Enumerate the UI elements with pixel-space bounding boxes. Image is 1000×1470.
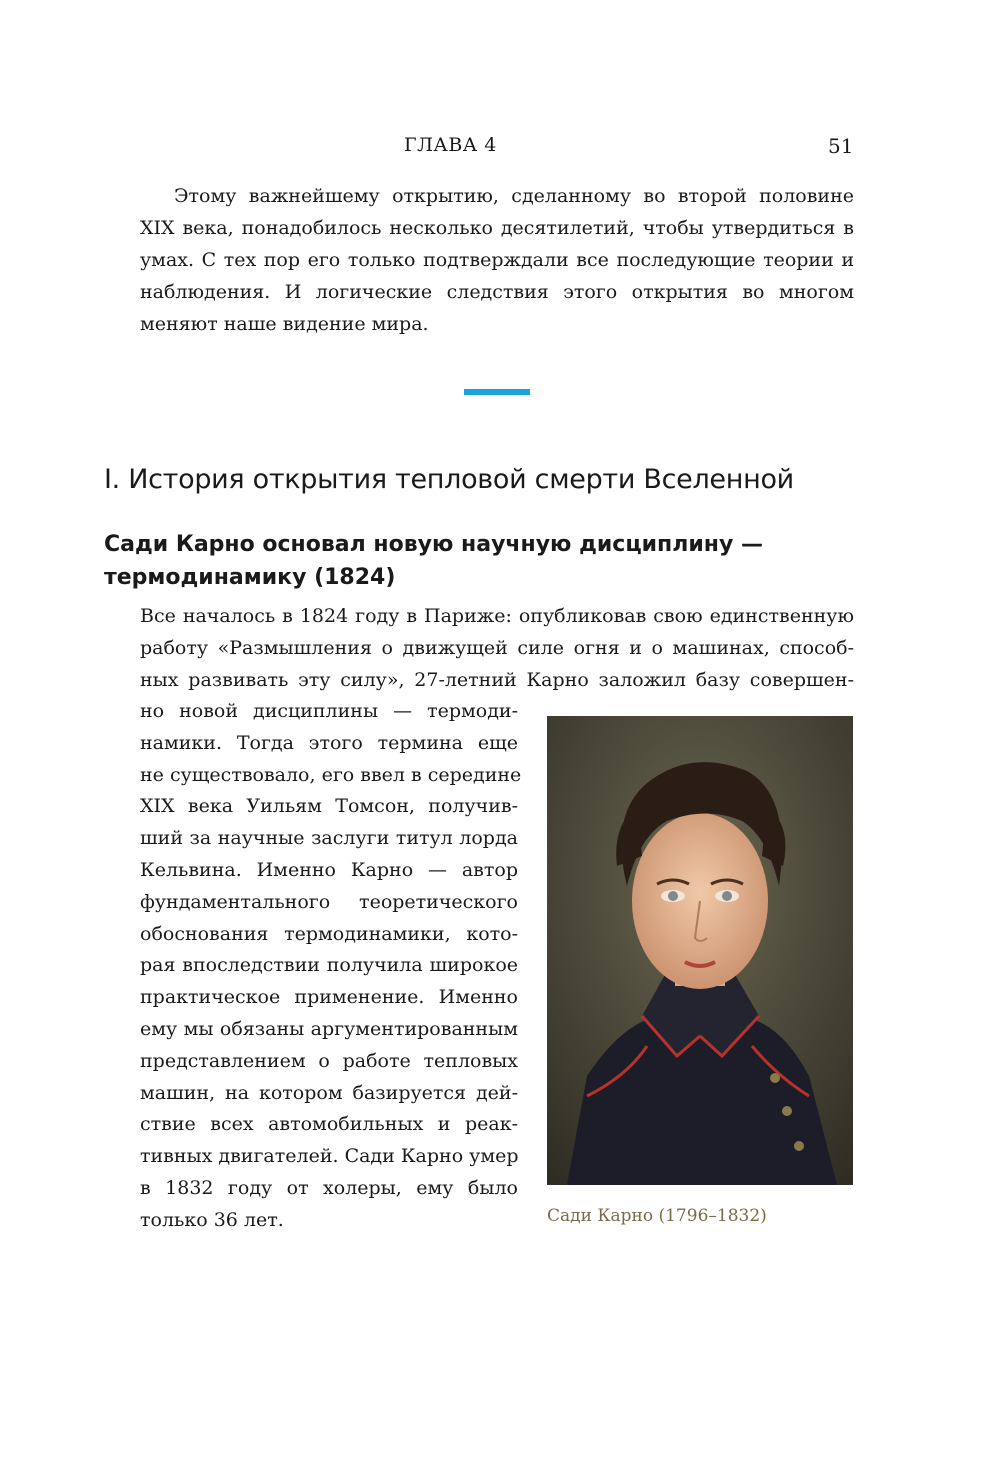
body-line: представлением о работе тепловых: [140, 1049, 518, 1072]
figure-caption: Сади Карно (1796–1832): [547, 1206, 767, 1226]
body-line: Кельвина. Именно Карно — автор: [140, 858, 518, 881]
body-line: фундаментального теоретического: [140, 890, 518, 913]
body-line: в 1832 году от холеры, ему было: [140, 1176, 518, 1199]
running-head: ГЛАВА 4: [404, 134, 497, 156]
body-line: практическое применение. Именно: [140, 986, 518, 1009]
intro-paragraph: Этому важнейшему открытию, сделанному во второй половине XIX века, понадобилось несколько десятилетий, чтобы утвердиться в умах. С тех пор его только подтверждали все последующие теории и наблюдения. И логические следствия этого открытия во многом меняют наше видение мира.: [140, 185, 854, 335]
body-line: XIX века Уильям Томсон, получив-: [140, 795, 518, 818]
portrait-image: [547, 716, 853, 1185]
body-line: ший за научные заслуги титул лорда: [140, 827, 518, 850]
body-line: машин, на котором базируется дей-: [140, 1081, 518, 1104]
body-line: ствие всех автомобильных и реак-: [140, 1113, 518, 1136]
body-line: работу «Размышления о движущей силе огня и о машинах, способ-: [140, 637, 854, 659]
section-title: I. История открытия тепловой смерти Вселенной: [104, 464, 794, 495]
body-line: обоснования термодинамики, кото-: [140, 922, 518, 945]
section-divider: [464, 389, 530, 395]
body-line: но новой дисциплины — термоди-: [140, 700, 518, 722]
body-line: Все началось в 1824 году в Париже: опубликовав свою единственную: [140, 605, 854, 627]
subsection-title: Сади Карно основал новую научную дисциплину — термодинамику (1824): [104, 532, 763, 590]
body-line: тивных двигателей. Сади Карно умер: [140, 1145, 519, 1168]
body-line: только 36 лет.: [140, 1208, 284, 1231]
body-line: намики. Тогда этого термина еще: [140, 731, 518, 754]
body-line: не существовало, его ввел в середине: [140, 763, 522, 786]
body-line: ему мы обязаны аргументированным: [140, 1017, 518, 1040]
page-number: 51: [828, 134, 854, 158]
wrapped-text: [140, 696, 522, 1237]
body-paragraph: [140, 600, 854, 696]
body-line: ных развивать эту силу», 27-летний Карно заложил базу совершен-: [140, 669, 854, 691]
body-line: рая впоследствии получила широкое: [140, 954, 518, 977]
